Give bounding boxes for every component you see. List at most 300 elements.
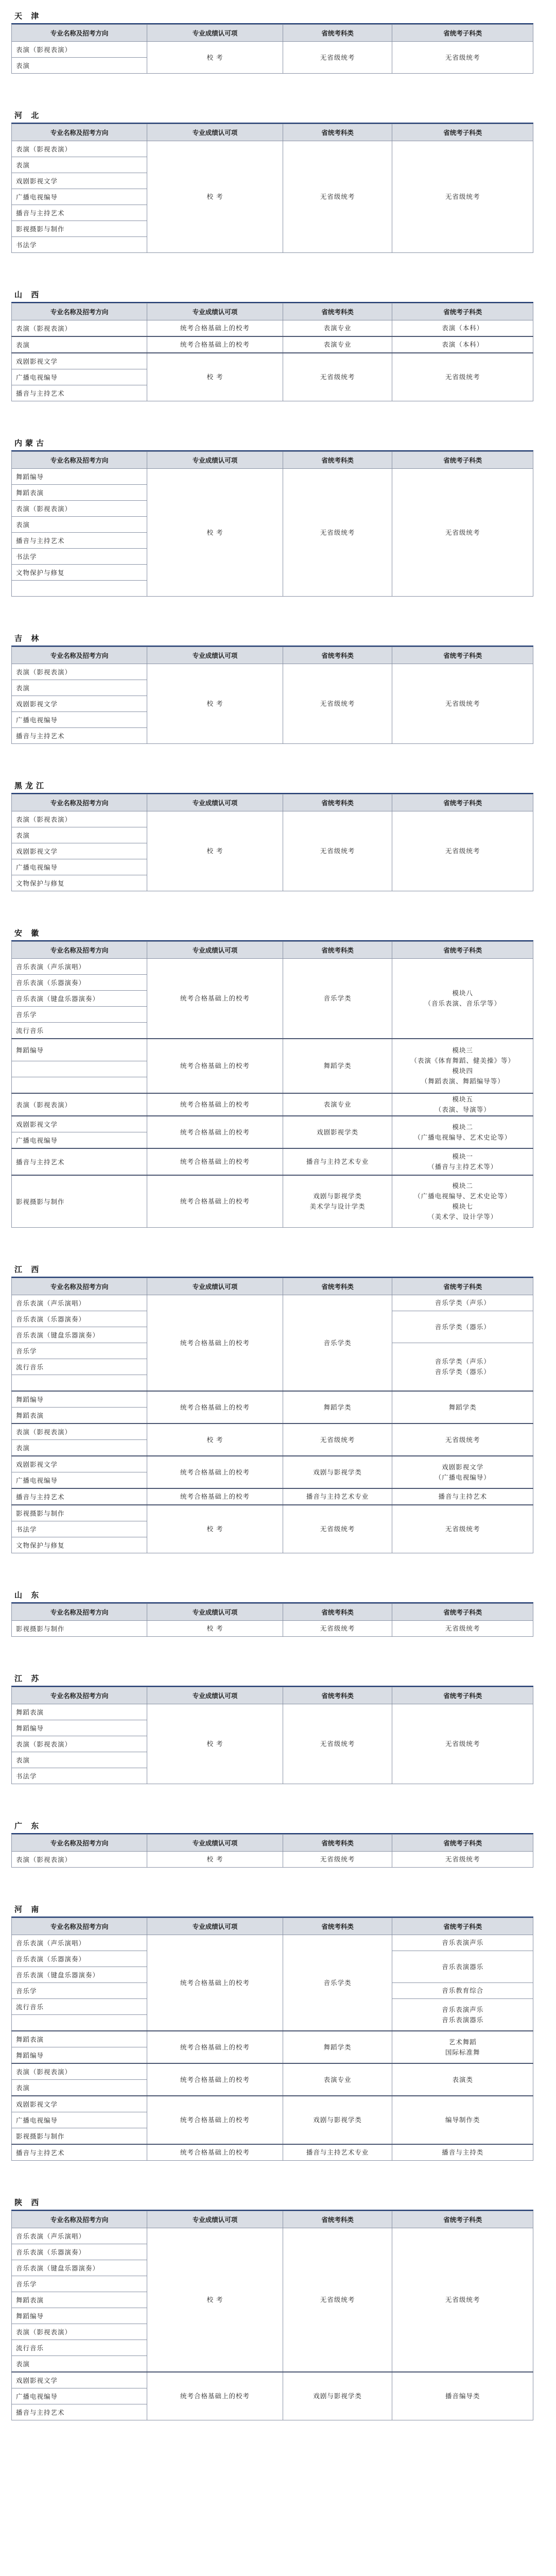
cell-line: 模块五 bbox=[452, 1095, 473, 1103]
score-recognition: 校 考 bbox=[147, 1621, 283, 1637]
column-header: 省统考子科类 bbox=[392, 1687, 533, 1704]
column-header: 省统考科类 bbox=[283, 942, 392, 959]
column-header: 专业名称及招考方向 bbox=[12, 647, 147, 664]
score-recognition: 统考合格基础上的校考 bbox=[147, 320, 283, 337]
column-header: 省统考科类 bbox=[283, 794, 392, 811]
exam-category: 戏剧影视学类 bbox=[283, 1116, 392, 1148]
major-direction: 戏剧影视文学 bbox=[12, 696, 147, 712]
exam-category: 无省级统考 bbox=[283, 1505, 392, 1553]
major-direction: 音乐表演（声乐演唱） bbox=[12, 959, 147, 975]
major-direction: 表演（影视表演） bbox=[12, 141, 147, 157]
major-direction: 舞蹈表演 bbox=[12, 2292, 147, 2308]
score-recognition: 统考合格基础上的校考 bbox=[147, 1093, 283, 1116]
score-recognition: 统考合格基础上的校考 bbox=[147, 2063, 283, 2096]
exam-category: 无省级统考 bbox=[283, 1621, 392, 1637]
column-header: 省统考子科类 bbox=[392, 794, 533, 811]
column-header: 专业名称及招考方向 bbox=[12, 303, 147, 320]
table-row bbox=[12, 959, 533, 975]
exam-category: 表演专业 bbox=[283, 336, 392, 353]
admission-table bbox=[11, 794, 533, 891]
major-direction: 播音与主持艺术 bbox=[12, 1488, 147, 1505]
table-row bbox=[12, 1456, 533, 1472]
column-header: 专业成绩认可项 bbox=[147, 1687, 283, 1704]
table-row bbox=[12, 811, 533, 827]
column-header: 省统考科类 bbox=[283, 25, 392, 42]
major-direction: 广播电视编导 bbox=[12, 2388, 147, 2404]
table-row bbox=[12, 1148, 533, 1175]
exam-category: 无省级统考 bbox=[283, 1704, 392, 1784]
province-section bbox=[11, 10, 533, 74]
cell-line: 模块二 bbox=[452, 1123, 473, 1131]
exam-category bbox=[283, 1175, 392, 1228]
major-direction: 表演 bbox=[12, 2356, 147, 2372]
major-direction: 舞蹈编导 bbox=[12, 2308, 147, 2324]
exam-category: 无省级统考 bbox=[283, 469, 392, 597]
column-header: 省统考子科类 bbox=[392, 1278, 533, 1295]
exam-subcategory bbox=[392, 1999, 533, 2031]
major-direction: 音乐表演（乐器演奏） bbox=[12, 975, 147, 991]
table-row bbox=[12, 1505, 533, 1521]
column-header: 专业成绩认可项 bbox=[147, 647, 283, 664]
column-header: 专业名称及招考方向 bbox=[12, 942, 147, 959]
major-direction: 书法学 bbox=[12, 1521, 147, 1537]
score-recognition: 统考合格基础上的校考 bbox=[147, 1175, 283, 1228]
admission-table bbox=[11, 303, 533, 401]
exam-subcategory: 无省级统考 bbox=[392, 2228, 533, 2372]
cell-line: （表演《体育舞蹈、健美操》等） bbox=[410, 1057, 515, 1064]
major-direction: 表演（影视表演） bbox=[12, 1736, 147, 1752]
column-header: 省统考子科类 bbox=[392, 303, 533, 320]
major-direction: 影视摄影与制作 bbox=[12, 2128, 147, 2145]
exam-subcategory: 无省级统考 bbox=[392, 141, 533, 253]
major-direction: 舞蹈编导 bbox=[12, 2047, 147, 2064]
table-row bbox=[12, 336, 533, 353]
cell-line: 美术学与设计学类 bbox=[309, 1202, 366, 1210]
score-recognition: 统考合格基础上的校考 bbox=[147, 1935, 283, 2031]
column-header: 省统考科类 bbox=[283, 1278, 392, 1295]
exam-subcategory: 音乐教育综合 bbox=[392, 1983, 533, 1999]
exam-subcategory: 表演类 bbox=[392, 2063, 533, 2096]
cell-line: 模块八 bbox=[452, 989, 473, 997]
exam-subcategory bbox=[392, 1456, 533, 1488]
cell-line: （舞蹈表演、舞蹈编导等） bbox=[421, 1077, 505, 1085]
major-direction: 文物保护与修复 bbox=[12, 1537, 147, 1553]
major-direction: 表演（影视表演） bbox=[12, 664, 147, 680]
score-recognition: 统考合格基础上的校考 bbox=[147, 2031, 283, 2063]
exam-category: 无省级统考 bbox=[283, 1423, 392, 1456]
column-header: 专业成绩认可项 bbox=[147, 1604, 283, 1621]
admission-table bbox=[11, 1834, 533, 1868]
major-direction: 书法学 bbox=[12, 1768, 147, 1784]
admission-table bbox=[11, 1603, 533, 1637]
column-header: 专业成绩认可项 bbox=[147, 124, 283, 141]
major-direction: 戏剧影视文学 bbox=[12, 173, 147, 189]
column-header: 专业名称及招考方向 bbox=[12, 794, 147, 811]
cell-line: 模块四 bbox=[452, 1067, 473, 1075]
admission-table bbox=[11, 1278, 533, 1553]
major-direction: 舞蹈编导 bbox=[12, 1720, 147, 1736]
column-header: 专业成绩认可项 bbox=[147, 1918, 283, 1935]
cell-line: （广播电视编导、艺术史论等） bbox=[414, 1192, 512, 1200]
column-header: 专业名称及招考方向 bbox=[12, 25, 147, 42]
admission-table bbox=[11, 124, 533, 253]
table-row bbox=[12, 1175, 533, 1228]
major-direction: 表演（影视表演） bbox=[12, 1093, 147, 1116]
cell-line: 模块二 bbox=[452, 1182, 473, 1190]
major-direction: 播音与主持艺术 bbox=[12, 205, 147, 221]
major-direction: 戏剧影视文学 bbox=[12, 2372, 147, 2388]
exam-subcategory: 播音与主持艺术 bbox=[392, 1488, 533, 1505]
exam-subcategory bbox=[392, 2031, 533, 2063]
province-title: 山 西 bbox=[11, 289, 533, 303]
column-header: 专业名称及招考方向 bbox=[12, 452, 147, 469]
score-recognition: 校 考 bbox=[147, 141, 283, 253]
cell-line: 音乐学类（器乐） bbox=[435, 1368, 491, 1376]
exam-subcategory bbox=[392, 1343, 533, 1392]
exam-subcategory: 无省级统考 bbox=[392, 811, 533, 891]
cell-line: 艺术舞蹈 bbox=[448, 2038, 477, 2046]
exam-subcategory: 音乐学类（器乐） bbox=[392, 1311, 533, 1343]
cell-line: 戏剧与影视学类 bbox=[313, 1192, 362, 1200]
major-direction: 音乐学 bbox=[12, 2276, 147, 2292]
major-direction bbox=[12, 1061, 147, 1077]
cell-line: 音乐表演声乐 bbox=[442, 2005, 484, 2013]
major-direction: 音乐表演（乐器演奏） bbox=[12, 1951, 147, 1967]
major-direction: 戏剧影视文学 bbox=[12, 1116, 147, 1132]
score-recognition: 校 考 bbox=[147, 353, 283, 401]
major-direction: 书法学 bbox=[12, 549, 147, 565]
column-header: 省统考子科类 bbox=[392, 1918, 533, 1935]
column-header: 省统考子科类 bbox=[392, 2211, 533, 2228]
score-recognition: 校 考 bbox=[147, 1852, 283, 1868]
table-row bbox=[12, 1391, 533, 1408]
major-direction: 影视摄影与制作 bbox=[12, 221, 147, 237]
score-recognition: 统考合格基础上的校考 bbox=[147, 2144, 283, 2161]
province-title: 吉 林 bbox=[11, 633, 533, 647]
score-recognition: 统考合格基础上的校考 bbox=[147, 1391, 283, 1423]
table-row bbox=[12, 469, 533, 485]
admission-table bbox=[11, 1687, 533, 1784]
province-section bbox=[11, 927, 533, 1228]
province-title: 广 东 bbox=[11, 1820, 533, 1834]
cell-line: （表演、导演等） bbox=[435, 1106, 491, 1113]
major-direction: 舞蹈表演 bbox=[12, 485, 147, 501]
exam-category: 无省级统考 bbox=[283, 42, 392, 74]
major-direction: 音乐表演（声乐演唱） bbox=[12, 2228, 147, 2244]
major-direction bbox=[12, 1375, 147, 1392]
major-direction: 影视摄影与制作 bbox=[12, 1621, 147, 1637]
province-title: 山 东 bbox=[11, 1589, 533, 1603]
table-row bbox=[12, 2228, 533, 2244]
major-direction: 广播电视编导 bbox=[12, 1132, 147, 1149]
major-direction: 音乐学 bbox=[12, 1343, 147, 1359]
major-direction: 广播电视编导 bbox=[12, 189, 147, 205]
major-direction: 表演（影视表演） bbox=[12, 501, 147, 517]
table-row bbox=[12, 1488, 533, 1505]
column-header: 省统考科类 bbox=[283, 2211, 392, 2228]
cell-line: 模块一 bbox=[452, 1153, 473, 1160]
column-header: 省统考科类 bbox=[283, 452, 392, 469]
major-direction: 音乐表演（键盘乐器演奏） bbox=[12, 991, 147, 1007]
exam-category: 无省级统考 bbox=[283, 1852, 392, 1868]
major-direction: 播音与主持艺术 bbox=[12, 533, 147, 549]
cell-line: 音乐学类（声乐） bbox=[435, 1358, 491, 1365]
score-recognition: 校 考 bbox=[147, 1704, 283, 1784]
major-direction: 书法学 bbox=[12, 237, 147, 253]
exam-subcategory bbox=[392, 1116, 533, 1148]
exam-category: 播音与主持艺术专业 bbox=[283, 1148, 392, 1175]
major-direction: 音乐表演（键盘乐器演奏） bbox=[12, 2260, 147, 2276]
score-recognition: 统考合格基础上的校考 bbox=[147, 1456, 283, 1488]
column-header: 专业名称及招考方向 bbox=[12, 1278, 147, 1295]
column-header: 省统考科类 bbox=[283, 1687, 392, 1704]
major-direction: 流行音乐 bbox=[12, 1023, 147, 1039]
column-header: 省统考科类 bbox=[283, 124, 392, 141]
major-direction: 音乐表演（键盘乐器演奏） bbox=[12, 1967, 147, 1983]
province-section bbox=[11, 1904, 533, 2161]
exam-subcategory: 音乐表演声乐 bbox=[392, 1935, 533, 1951]
score-recognition: 校 考 bbox=[147, 2228, 283, 2372]
major-direction: 表演（影视表演） bbox=[12, 320, 147, 337]
exam-category: 表演专业 bbox=[283, 320, 392, 337]
exam-subcategory bbox=[392, 1093, 533, 1116]
exam-subcategory: 舞蹈学类 bbox=[392, 1391, 533, 1423]
table-row bbox=[12, 1423, 533, 1440]
cell-line: （播音与主持艺术等） bbox=[428, 1163, 498, 1171]
exam-category: 播音与主持艺术专业 bbox=[283, 1488, 392, 1505]
cell-line: 模块七 bbox=[452, 1202, 473, 1210]
table-row bbox=[12, 1093, 533, 1116]
score-recognition: 统考合格基础上的校考 bbox=[147, 1039, 283, 1093]
table-row bbox=[12, 1704, 533, 1720]
column-header: 省统考科类 bbox=[283, 1918, 392, 1935]
column-header: 省统考子科类 bbox=[392, 25, 533, 42]
major-direction: 表演 bbox=[12, 157, 147, 173]
major-direction: 表演 bbox=[12, 1752, 147, 1768]
cell-line: 模块三 bbox=[452, 1046, 473, 1054]
major-direction: 表演 bbox=[12, 336, 147, 353]
cell-line: 音乐表演器乐 bbox=[442, 2015, 484, 2024]
score-recognition: 校 考 bbox=[147, 1505, 283, 1553]
exam-category: 音乐学类 bbox=[283, 959, 392, 1039]
column-header: 省统考科类 bbox=[283, 1604, 392, 1621]
exam-subcategory bbox=[392, 1148, 533, 1175]
province-title: 河 北 bbox=[11, 110, 533, 124]
exam-subcategory: 表演（本科） bbox=[392, 320, 533, 337]
score-recognition: 统考合格基础上的校考 bbox=[147, 1148, 283, 1175]
score-recognition: 统考合格基础上的校考 bbox=[147, 1488, 283, 1505]
cell-line: （美术学、设计学等） bbox=[428, 1213, 498, 1221]
column-header: 省统考子科类 bbox=[392, 124, 533, 141]
admission-table bbox=[11, 647, 533, 744]
exam-category: 表演专业 bbox=[283, 1093, 392, 1116]
major-direction: 音乐学 bbox=[12, 1007, 147, 1023]
major-direction: 舞蹈编导 bbox=[12, 1391, 147, 1408]
province-section bbox=[11, 1589, 533, 1637]
cell-line: （广播电视编导） bbox=[435, 1473, 491, 1481]
major-direction: 戏剧影视文学 bbox=[12, 2096, 147, 2112]
major-direction: 表演 bbox=[12, 517, 147, 533]
major-direction: 表演 bbox=[12, 58, 147, 74]
column-header: 专业成绩认可项 bbox=[147, 1278, 283, 1295]
column-header: 省统考子科类 bbox=[392, 647, 533, 664]
major-direction: 表演（影视表演） bbox=[12, 1423, 147, 1440]
major-direction: 流行音乐 bbox=[12, 1359, 147, 1375]
exam-subcategory: 音乐学类（声乐） bbox=[392, 1295, 533, 1311]
exam-category: 戏剧与影视学类 bbox=[283, 2372, 392, 2420]
major-direction: 音乐表演（键盘乐器演奏） bbox=[12, 1327, 147, 1343]
exam-subcategory: 播音与主持类 bbox=[392, 2144, 533, 2161]
exam-subcategory: 无省级统考 bbox=[392, 353, 533, 401]
exam-category: 无省级统考 bbox=[283, 664, 392, 744]
exam-subcategory bbox=[392, 1039, 533, 1093]
cell-line: （广播电视编导、艺术史论等） bbox=[414, 1133, 512, 1141]
major-direction: 音乐表演（乐器演奏） bbox=[12, 1311, 147, 1327]
major-direction bbox=[12, 2015, 147, 2031]
exam-category: 无省级统考 bbox=[283, 141, 392, 253]
major-direction: 播音与主持艺术 bbox=[12, 2404, 147, 2420]
score-recognition: 统考合格基础上的校考 bbox=[147, 959, 283, 1039]
major-direction: 广播电视编导 bbox=[12, 712, 147, 728]
exam-category: 舞蹈学类 bbox=[283, 2031, 392, 2063]
table-row bbox=[12, 1621, 533, 1637]
exam-subcategory: 编导制作类 bbox=[392, 2096, 533, 2144]
score-recognition: 校 考 bbox=[147, 42, 283, 74]
province-section bbox=[11, 780, 533, 891]
major-direction: 音乐表演（乐器演奏） bbox=[12, 2244, 147, 2260]
cell-line: 国际标准舞 bbox=[445, 2048, 480, 2056]
cell-line: 戏剧影视文学 bbox=[442, 1463, 484, 1471]
column-header: 专业成绩认可项 bbox=[147, 25, 283, 42]
province-title: 江 西 bbox=[11, 1264, 533, 1278]
province-section bbox=[11, 633, 533, 744]
major-direction: 流行音乐 bbox=[12, 2340, 147, 2356]
column-header: 专业名称及招考方向 bbox=[12, 1604, 147, 1621]
table-row bbox=[12, 1295, 533, 1311]
province-section bbox=[11, 2197, 533, 2420]
column-header: 专业成绩认可项 bbox=[147, 2211, 283, 2228]
exam-subcategory: 无省级统考 bbox=[392, 42, 533, 74]
major-direction: 文物保护与修复 bbox=[12, 875, 147, 891]
table-row bbox=[12, 2031, 533, 2047]
exam-subcategory: 无省级统考 bbox=[392, 1621, 533, 1637]
major-direction: 表演（影视表演） bbox=[12, 2324, 147, 2340]
table-row bbox=[12, 2372, 533, 2388]
major-direction: 播音与主持艺术 bbox=[12, 385, 147, 401]
major-direction: 播音与主持艺术 bbox=[12, 728, 147, 744]
major-direction bbox=[12, 1077, 147, 1094]
major-direction: 舞蹈编导 bbox=[12, 469, 147, 485]
column-header: 省统考子科类 bbox=[392, 942, 533, 959]
table-row bbox=[12, 664, 533, 680]
major-direction: 音乐表演（声乐演唱） bbox=[12, 1295, 147, 1311]
column-header: 专业名称及招考方向 bbox=[12, 1835, 147, 1852]
score-recognition: 校 考 bbox=[147, 664, 283, 744]
admission-table bbox=[11, 2211, 533, 2420]
province-section bbox=[11, 1820, 533, 1868]
province-title: 安 徽 bbox=[11, 927, 533, 941]
major-direction: 音乐表演（声乐演唱） bbox=[12, 1935, 147, 1951]
cell-line: （音乐表演、音乐学等） bbox=[424, 999, 501, 1007]
column-header: 专业成绩认可项 bbox=[147, 303, 283, 320]
exam-subcategory: 无省级统考 bbox=[392, 664, 533, 744]
major-direction: 舞蹈表演 bbox=[12, 2031, 147, 2047]
table-row bbox=[12, 2144, 533, 2161]
major-direction: 表演（影视表演） bbox=[12, 811, 147, 827]
admission-table bbox=[11, 1918, 533, 2161]
table-row bbox=[12, 42, 533, 58]
admission-table bbox=[11, 24, 533, 74]
exam-category: 音乐学类 bbox=[283, 1295, 392, 1392]
exam-subcategory: 表演（本科） bbox=[392, 336, 533, 353]
exam-subcategory: 无省级统考 bbox=[392, 469, 533, 597]
major-direction: 播音与主持艺术 bbox=[12, 2144, 147, 2161]
major-direction: 表演 bbox=[12, 680, 147, 696]
exam-subcategory bbox=[392, 959, 533, 1039]
exam-category: 播音与主持艺术专业 bbox=[283, 2144, 392, 2161]
major-direction: 广播电视编导 bbox=[12, 369, 147, 385]
score-recognition: 统考合格基础上的校考 bbox=[147, 2372, 283, 2420]
major-direction: 表演（影视表演） bbox=[12, 42, 147, 58]
exam-subcategory: 无省级统考 bbox=[392, 1423, 533, 1456]
major-direction: 戏剧影视文学 bbox=[12, 843, 147, 859]
score-recognition: 统考合格基础上的校考 bbox=[147, 1295, 283, 1392]
major-direction: 影视摄影与制作 bbox=[12, 1175, 147, 1228]
major-direction: 音乐学 bbox=[12, 1983, 147, 1999]
major-direction: 表演 bbox=[12, 1440, 147, 1456]
province-title: 江 苏 bbox=[11, 1673, 533, 1687]
province-title: 黑龙江 bbox=[11, 780, 533, 794]
score-recognition: 统考合格基础上的校考 bbox=[147, 2096, 283, 2144]
major-direction: 舞蹈表演 bbox=[12, 1408, 147, 1424]
province-section bbox=[11, 289, 533, 401]
score-recognition: 校 考 bbox=[147, 469, 283, 597]
column-header: 专业成绩认可项 bbox=[147, 452, 283, 469]
exam-category: 舞蹈学类 bbox=[283, 1391, 392, 1423]
column-header: 省统考科类 bbox=[283, 303, 392, 320]
column-header: 专业名称及招考方向 bbox=[12, 2211, 147, 2228]
score-recognition: 统考合格基础上的校考 bbox=[147, 1116, 283, 1148]
table-row bbox=[12, 141, 533, 157]
table-row bbox=[12, 320, 533, 337]
exam-subcategory: 无省级统考 bbox=[392, 1505, 533, 1553]
major-direction: 表演 bbox=[12, 827, 147, 843]
column-header: 专业名称及招考方向 bbox=[12, 1918, 147, 1935]
major-direction: 文物保护与修复 bbox=[12, 565, 147, 581]
column-header: 省统考科类 bbox=[283, 1835, 392, 1852]
major-direction: 播音与主持艺术 bbox=[12, 1148, 147, 1175]
admission-table bbox=[11, 451, 533, 597]
province-section bbox=[11, 1264, 533, 1553]
exam-category: 无省级统考 bbox=[283, 353, 392, 401]
table-row bbox=[12, 2096, 533, 2112]
major-direction: 戏剧影视文学 bbox=[12, 1456, 147, 1472]
major-direction bbox=[12, 581, 147, 597]
major-direction: 舞蹈表演 bbox=[12, 1704, 147, 1720]
table-row bbox=[12, 353, 533, 369]
exam-category: 戏剧与影视学类 bbox=[283, 2096, 392, 2144]
column-header: 专业成绩认可项 bbox=[147, 942, 283, 959]
column-header: 专业成绩认可项 bbox=[147, 1835, 283, 1852]
exam-subcategory: 播音编导类 bbox=[392, 2372, 533, 2420]
exam-category: 表演专业 bbox=[283, 2063, 392, 2096]
admission-table bbox=[11, 941, 533, 1228]
exam-subcategory: 无省级统考 bbox=[392, 1852, 533, 1868]
table-row bbox=[12, 2063, 533, 2080]
province-title: 内蒙古 bbox=[11, 437, 533, 451]
major-direction: 舞蹈编导 bbox=[12, 1039, 147, 1061]
score-recognition: 校 考 bbox=[147, 1423, 283, 1456]
